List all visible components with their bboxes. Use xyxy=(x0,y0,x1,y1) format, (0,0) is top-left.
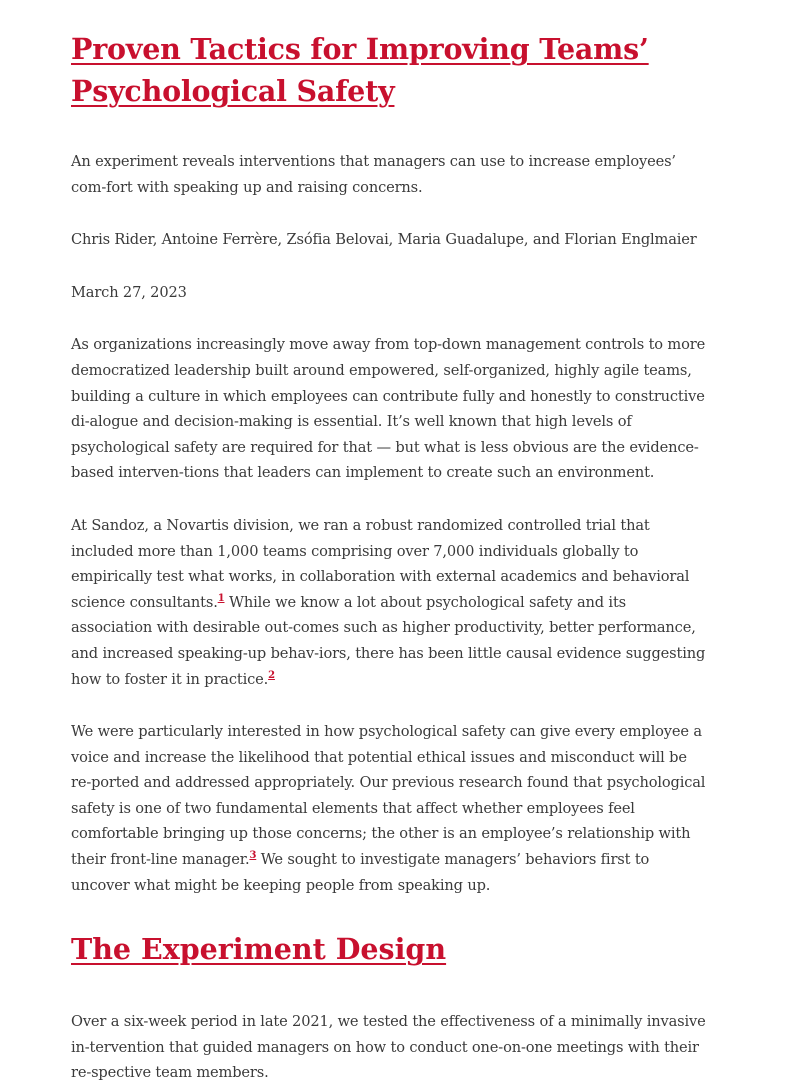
footnote-link-3[interactable]: 3 xyxy=(249,850,257,862)
footnote-ref-1 xyxy=(218,593,225,604)
article-date: March 27, 2023 xyxy=(71,283,187,301)
title-line-2: Psychological Safety xyxy=(71,74,395,108)
article-dek: An experiment reveals interventions that managers can use to increase employees’ com-fort with speaking up and raising concerns. xyxy=(71,153,676,196)
paragraph-2-text-a: At Sandoz, a Novartis division, we ran a robust randomized controlled trial that included more than 1,000 teams comprising over 7,000 individuals globally to empirically test what works, in collaboration with external academics and behavioral science consultants. xyxy=(71,516,690,611)
footnote-link-2[interactable]: 2 xyxy=(268,669,275,681)
article-title-link[interactable] xyxy=(71,32,649,108)
body-paragraph-2 xyxy=(71,513,711,692)
paragraph-3-text-b: We sought to investigate managers’ behaviors first to uncover what might be keeping people from speaking up. xyxy=(71,851,650,894)
article-title xyxy=(71,28,711,112)
paragraph-3-text-a: We were particularly interested in how psychological safety can give every employee a voice and increase the likelihood that potential ethical issues and misconduct will be re-ported and addressed appropriately. Our previous research found that psychological safety is one of two fundamental elements that affect whether employees feel comfortable bringing up those concerns; the other is an employee’s relationship with their front-line manager. xyxy=(71,723,706,869)
article-authors: Chris Rider, Antoine Ferrère, Zsófia Belovai, Maria Guadalupe, and Florian Englmaier xyxy=(71,231,697,249)
footnote-link-1[interactable]: 1 xyxy=(217,592,225,604)
body-paragraph-1: As organizations increasingly move away from top-down management controls to more democratized leadership built around empowered, self-organized, highly agile teams, building a culture in which employees can contribute fully and honestly to constructive di-alogue and decision-making is essential. It’s well known that high levels of psychological safety are required for that — but what is less obvious are the evidence-based interven-tions that leaders can implement to create such an environment. xyxy=(71,336,706,482)
section-heading-link[interactable]: The Experiment Design xyxy=(71,932,447,967)
section-heading xyxy=(71,929,711,969)
article xyxy=(71,28,711,1086)
body-paragraph-4: Over a six-week period in late 2021, we tested the effectiveness of a minimally invasive in-tervention that guided managers on how to conduct one-on-one meetings with their re-spective team members. xyxy=(71,1013,706,1082)
title-line-1: Proven Tactics for Improving Teams’ xyxy=(71,32,649,66)
body-paragraph-3 xyxy=(71,719,711,898)
paragraph-2-text-b: While we know a lot about psychological safety and its association with desirable out-comes such as higher productivity, better performance, and increased speaking-up behav-iors, there has been little causal evidence suggesting how to foster it in practice. xyxy=(71,593,706,688)
footnote-ref-2 xyxy=(268,670,275,681)
